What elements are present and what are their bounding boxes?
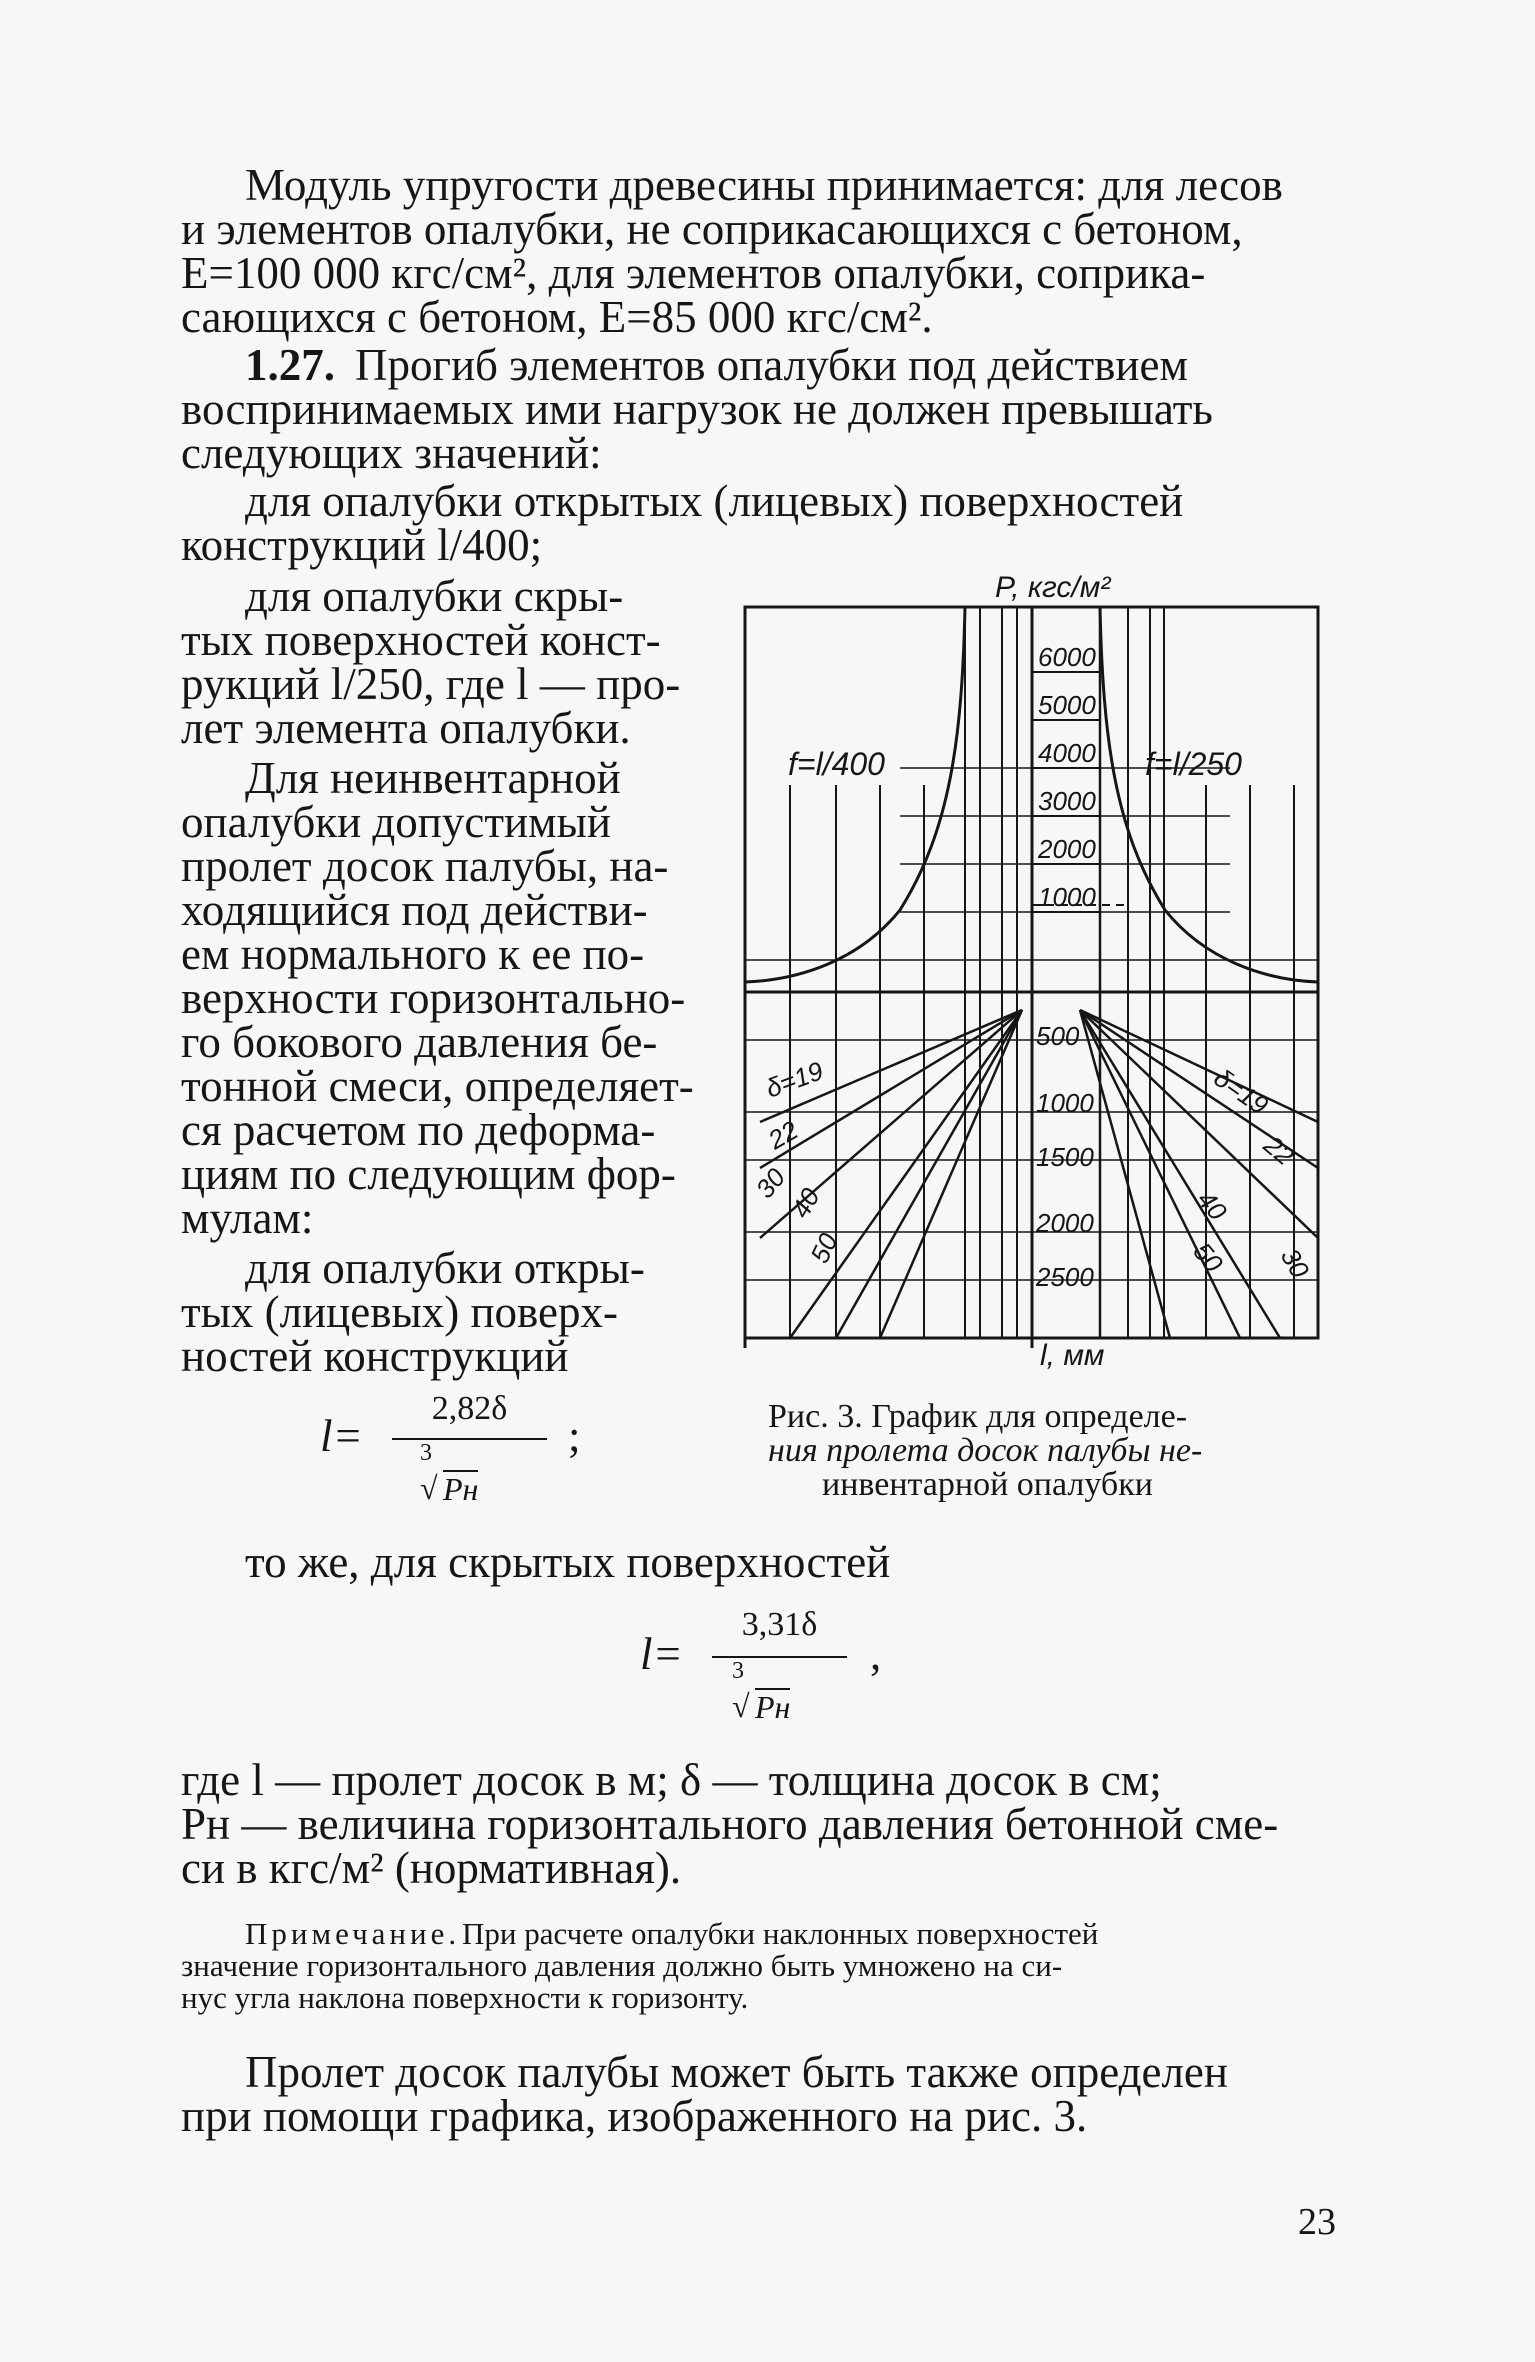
curve-label-left: f=l/400 xyxy=(788,746,885,782)
text-line: Пролет досок палубы может быть также определен xyxy=(245,2047,1228,2097)
curve-label-right: f=l/250 xyxy=(1145,746,1242,782)
left-column-line: Для неинвентарной xyxy=(245,753,621,803)
figure-3-chart xyxy=(735,570,1335,1380)
text-line: си в кгс/м² (нормативная). xyxy=(181,1843,682,1893)
curve-l250 xyxy=(1100,607,1318,982)
formula-radicand: Pн xyxy=(755,1689,791,1725)
text-line: Pн — величина горизонтального давления бетонной сме- xyxy=(181,1799,1279,1849)
thickness-label-left: 30 xyxy=(749,1162,792,1204)
thickness-label-left: 40 xyxy=(785,1182,826,1223)
left-column-line: для опалубки скры- xyxy=(245,571,624,621)
left-column-line: рукций l/250, где l — про- xyxy=(181,659,681,709)
left-column-line: циям по следующим фор- xyxy=(181,1149,676,1199)
left-column-line: тых поверхностей конст- xyxy=(181,615,661,665)
root-index: 3 xyxy=(732,1658,744,1684)
upper-tick-label: 3000 xyxy=(1038,786,1096,816)
left-column-line: ем нормального к ее по- xyxy=(181,929,645,979)
upper-tick-label: 5000 xyxy=(1038,690,1096,720)
thickness-label-left: 50 xyxy=(804,1228,844,1268)
formula-trail: ; xyxy=(568,1411,581,1461)
upper-tick-label: 1000 xyxy=(1038,882,1096,912)
note-line: При расчете опалубки наклонных поверхностей xyxy=(462,1916,1099,1951)
left-column-line: пролет досок палубы, на- xyxy=(181,841,669,891)
lower-tick-label: 2000 xyxy=(1036,1208,1094,1238)
left-column-line: ходящийся под действи- xyxy=(181,885,648,935)
left-column-line: мулам: xyxy=(181,1193,314,1243)
thickness-label-right: 22 xyxy=(1258,1129,1300,1172)
text-line: E=100 000 кгс/см², для элементов опалубки, соприка- xyxy=(181,248,1206,298)
root-index: 3 xyxy=(420,1440,432,1466)
root-sign: √ xyxy=(420,1470,438,1506)
note-label: Примечание. xyxy=(245,1916,461,1951)
left-column-line: го бокового давления бе- xyxy=(181,1017,658,1067)
thickness-label-right: 50 xyxy=(1187,1236,1229,1279)
text-line: для опалубки открытых (лицевых) поверхностей xyxy=(245,476,1184,526)
ray-right xyxy=(1080,1010,1318,1122)
left-column-line: тых (лицевых) поверх- xyxy=(181,1287,618,1337)
upper-tick-label: 6000 xyxy=(1038,642,1096,672)
left-column-line: ся расчетом по деформа- xyxy=(181,1105,656,1155)
formula-lhs: l= xyxy=(640,1629,683,1679)
thickness-label-left: δ=19 xyxy=(761,1055,828,1104)
text-line: при помощи графика, изображенного на рис. 3. xyxy=(181,2091,1088,2141)
text-line: конструкций l/400; xyxy=(181,520,543,570)
lower-tick-label: 2500 xyxy=(1036,1262,1094,1292)
formula-numerator: 2,82δ xyxy=(431,1390,508,1427)
note-line: значение горизонтального давления должно быть умножено на си- xyxy=(181,1948,1063,1983)
text-line: Модуль упругости древесины принимается: для лесов xyxy=(245,160,1283,210)
fraction-bar xyxy=(392,1438,547,1440)
curve-l400 xyxy=(745,607,965,982)
lower-tick-label: 500 xyxy=(1036,1021,1080,1051)
thickness-label-left: 22 xyxy=(763,1114,804,1156)
figure-caption-line: инвентарной опалубки xyxy=(822,1466,1153,1503)
text-line: Прогиб элементов опалубки под действием xyxy=(355,340,1188,390)
ray-left xyxy=(880,1010,1022,1338)
section-number: 1.27. xyxy=(245,340,335,390)
figure-caption-line: Рис. 3. График для определе- xyxy=(768,1398,1188,1435)
upper-tick-label: 4000 xyxy=(1038,738,1096,768)
left-column-line: тонной смеси, определяет- xyxy=(181,1061,694,1111)
text-line: сающихся с бетоном, E=85 000 кгс/см². xyxy=(181,292,933,342)
left-column-line: верхности горизонтально- xyxy=(181,973,686,1023)
text-line: и элементов опалубки, не соприкасающихся с бетоном, xyxy=(181,204,1243,254)
ray-right xyxy=(1080,1010,1240,1338)
lower-tick-label: 1500 xyxy=(1036,1142,1094,1172)
text-line: следующих значений: xyxy=(181,428,602,478)
axis-label-p: P, кгс/м² xyxy=(995,571,1111,604)
note-line: нус угла наклона поверхности к горизонту. xyxy=(181,1980,749,2015)
text-line: воспринимаемых ими нагрузок не должен превышать xyxy=(181,384,1213,434)
formula-trail: , xyxy=(870,1629,882,1679)
formula-lhs: l= xyxy=(320,1411,363,1461)
ray-left xyxy=(836,1010,1022,1338)
upper-tick-label: 2000 xyxy=(1038,834,1096,864)
formula-numerator: 3,31δ xyxy=(741,1606,818,1643)
left-column-line: опалубки допустимый xyxy=(181,797,611,847)
text-line: где l — пролет досок в м; δ — толщина досок в см; xyxy=(181,1755,1162,1805)
thickness-label-right: 30 xyxy=(1274,1243,1316,1284)
axis-label-l: l, мм xyxy=(1040,1339,1105,1372)
thickness-label-right: δ=19 xyxy=(1208,1062,1274,1121)
lower-tick-label: 1000 xyxy=(1036,1088,1094,1118)
thickness-label-right: 40 xyxy=(1191,1184,1233,1227)
left-column-line: для опалубки откры- xyxy=(245,1243,645,1293)
text-line: то же, для скрытых поверхностей xyxy=(245,1537,891,1587)
figure-caption-line: ния пролета досок палубы не- xyxy=(768,1432,1203,1469)
formula-radicand: Pн xyxy=(443,1471,479,1507)
root-sign: √ xyxy=(732,1688,750,1724)
page-number: 23 xyxy=(1298,2201,1336,2243)
left-column-line: лет элемента опалубки. xyxy=(181,703,631,753)
left-column-line: ностей конструкций xyxy=(181,1331,569,1381)
